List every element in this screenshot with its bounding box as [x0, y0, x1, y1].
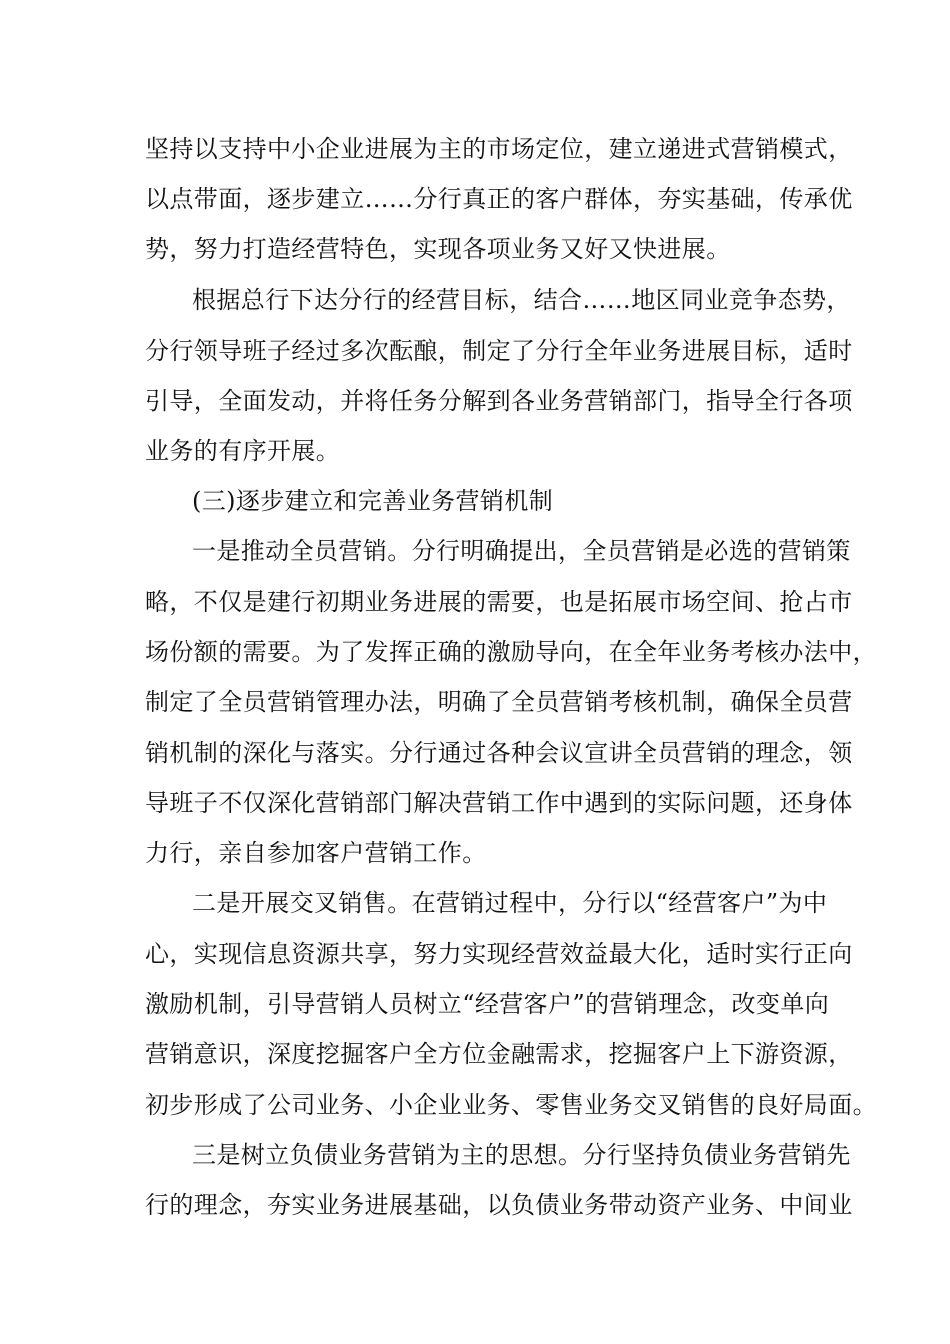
paragraph-4-line-3: 激励机制，引导营销人员树立“经营客户”的营销理念，改变单向: [145, 990, 830, 1018]
paragraph-1-line-1: 坚持以支持中小企业进展为主的市场定位，建立递进式营销模式，: [145, 135, 853, 163]
paragraph-3-line-2: 略，不仅是建行初期业务进展的需要，也是拓展市场空间、抢占市: [145, 588, 853, 616]
paragraph-3-line-7: 力行，亲自参加客户营销工作。: [145, 839, 487, 867]
section-heading: (三)逐步建立和完善业务营销机制: [192, 487, 554, 515]
paragraph-1-line-3: 势，努力打造经营特色，实现各项业务又好又快进展。: [145, 235, 731, 263]
paragraph-4-line-5: 初步形成了公司业务、小企业业务、零售业务交叉销售的良好局面。: [145, 1091, 877, 1119]
paragraph-2-line-1: 根据总行下达分行的经营目标，结合……地区同业竞争态势，: [192, 286, 851, 314]
paragraph-4-line-2: 心，实现信息资源共享，努力实现经营效益最大化，适时实行正向: [145, 940, 853, 968]
paragraph-3-line-5: 销机制的深化与落实。分行通过各种会议宣讲全员营销的理念，领: [145, 739, 853, 767]
paragraph-3-line-4: 制定了全员营销管理办法，明确了全员营销考核机制，确保全员营: [145, 688, 853, 716]
paragraph-3-line-1: 一是推动全员营销。分行明确提出，全员营销是必选的营销策: [192, 537, 851, 565]
paragraph-1-line-2: 以点带面，逐步建立……分行真正的客户群体，夯实基础，传承优: [145, 185, 853, 213]
paragraph-2-line-4: 业务的有序开展。: [145, 437, 341, 465]
paragraph-2-line-3: 引导，全面发动，并将任务分解到各业务营销部门，指导全行各项: [145, 387, 853, 415]
paragraph-2-line-2: 分行领导班子经过多次酝酿，制定了分行全年业务进展目标，适时: [145, 337, 853, 365]
paragraph-3-line-3: 场份额的需要。为了发挥正确的激励导向，在全年业务考核办法中，: [145, 638, 877, 666]
paragraph-4-line-4: 营销意识，深度挖掘客户全方位金融需求，挖掘客户上下游资源，: [145, 1040, 853, 1068]
paragraph-4-line-1: 二是开展交叉销售。在营销过程中，分行以“经营客户”为中: [192, 889, 828, 917]
paragraph-3-line-6: 导班子不仅深化营销部门解决营销工作中遇到的实际问题，还身体: [145, 789, 853, 817]
paragraph-5-line-2: 行的理念，夯实业务进展基础，以负债业务带动资产业务、中间业: [145, 1191, 853, 1219]
paragraph-5-line-1: 三是树立负债业务营销为主的思想。分行坚持负债业务营销先: [192, 1141, 851, 1169]
